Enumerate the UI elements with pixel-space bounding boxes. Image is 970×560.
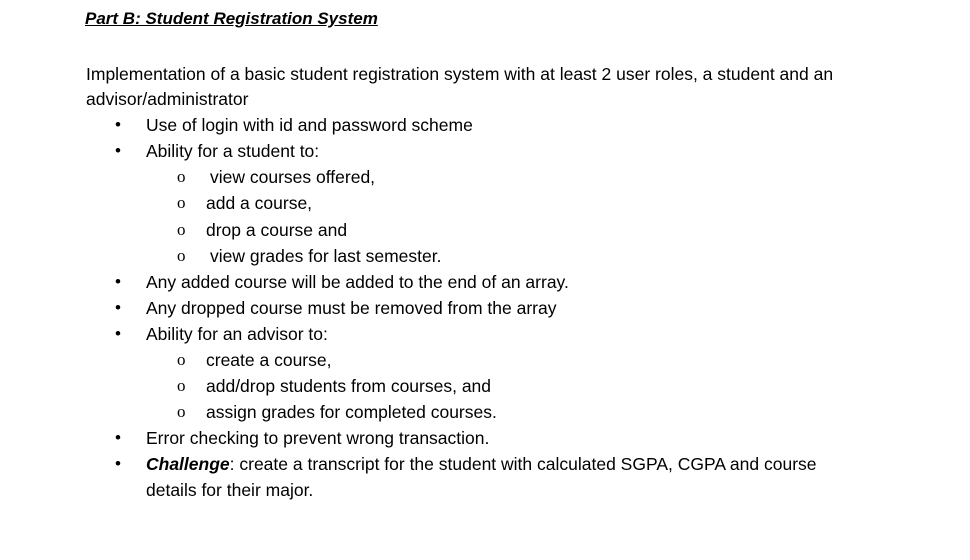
sub-item-add-drop-students: add/drop students from courses, and bbox=[206, 376, 492, 396]
sub-bullet-marker: o bbox=[177, 246, 186, 265]
list-item-student-ability: Ability for a student to: bbox=[146, 141, 320, 161]
sub-bullet-marker: o bbox=[177, 376, 186, 395]
bullet-marker: • bbox=[115, 272, 121, 291]
list-item-error-checking: Error checking to prevent wrong transaction. bbox=[146, 428, 490, 448]
sub-item-drop-course: drop a course and bbox=[206, 220, 348, 240]
list-item-advisor-ability: Ability for an advisor to: bbox=[146, 324, 328, 344]
list-item-login: Use of login with id and password scheme bbox=[146, 115, 473, 135]
challenge-label: Challenge bbox=[146, 454, 230, 474]
sub-bullet-marker: o bbox=[177, 402, 186, 421]
sub-item-view-courses: view courses offered, bbox=[210, 167, 376, 187]
sub-bullet-marker: o bbox=[177, 350, 186, 369]
bullet-marker: • bbox=[115, 298, 121, 317]
sub-bullet-marker: o bbox=[177, 193, 186, 212]
sub-bullet-marker: o bbox=[177, 220, 186, 239]
list-item-added-course: Any added course will be added to the end of an array. bbox=[146, 272, 569, 292]
sub-item-assign-grades: assign grades for completed courses. bbox=[206, 402, 497, 422]
page-title: Part B: Student Registration System bbox=[85, 9, 378, 28]
bullet-marker: • bbox=[115, 454, 121, 473]
bullet-marker: • bbox=[115, 141, 121, 160]
challenge-text-continued: details for their major. bbox=[146, 480, 314, 500]
bullet-marker: • bbox=[115, 115, 121, 134]
list-item-dropped-course: Any dropped course must be removed from the array bbox=[146, 298, 557, 318]
list-item-challenge bbox=[146, 453, 817, 475]
sub-item-view-grades: view grades for last semester. bbox=[210, 246, 442, 266]
sub-item-add-course: add a course, bbox=[206, 193, 313, 213]
sub-bullet-marker: o bbox=[177, 167, 186, 186]
sub-item-create-course: create a course, bbox=[206, 350, 332, 370]
bullet-marker: • bbox=[115, 428, 121, 447]
intro-paragraph: Implementation of a basic student registration system with at least 2 user roles, a student and an advisor/administrator bbox=[86, 64, 834, 109]
bullet-marker: • bbox=[115, 324, 121, 343]
challenge-text: : create a transcript for the student with calculated SGPA, CGPA and course bbox=[229, 454, 817, 474]
